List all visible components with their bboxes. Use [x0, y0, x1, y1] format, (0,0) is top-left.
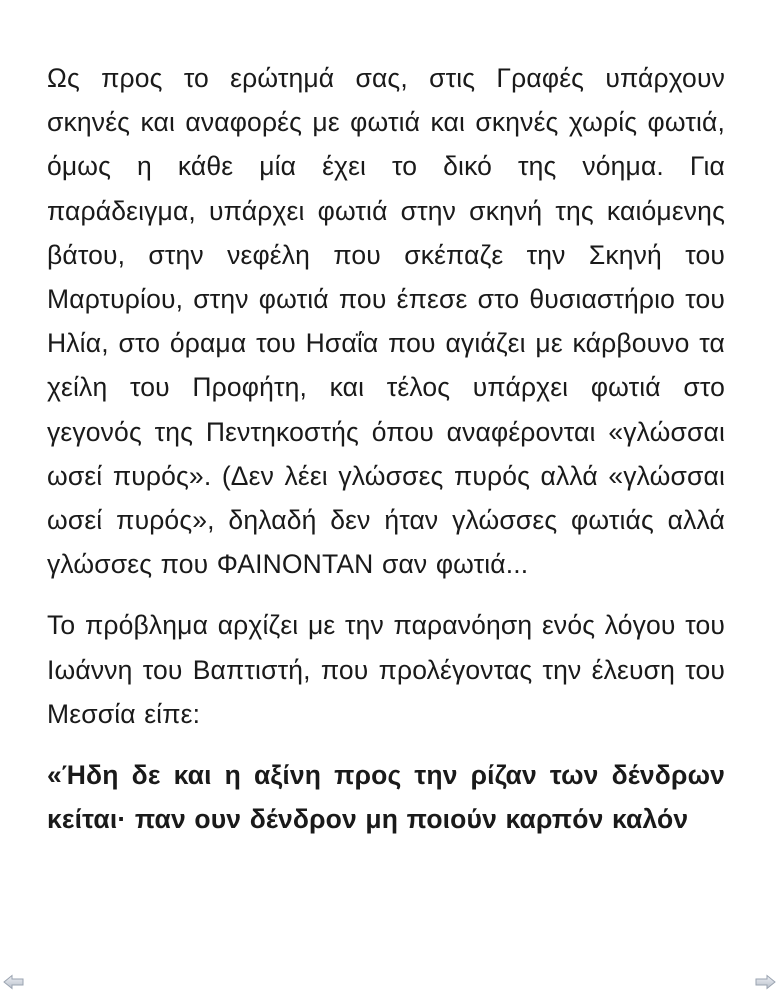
next-page-button[interactable] [754, 974, 776, 990]
previous-page-button[interactable] [3, 974, 25, 990]
arrow-left-icon [3, 974, 25, 990]
paragraph-fire-scenes: Ως προς το ερώτημά σας, στις Γραφές υπάρχουν σκηνές και αναφορές με φωτιά και σκηνές χωρίς φωτιά, όμως η κάθε μία έχει το δικό της νόημα. Για παράδειγμα, υπάρχει φωτιά στην σκηνή της καιόμενης βάτου, στην νεφέλη που σκέπαζε την Σκηνή του Μαρτυρίου, στην φωτιά που έπεσε στο θυσιαστήριο του Ηλία, στο όραμα του Ησαΐα που αγιάζει με κάρβουνο τα χείλη του Προφήτη, και τέλος υπάρχει φωτιά στο γεγονός της Πεντηκοστής όπου αναφέρονται «γλώσσαι ωσεί πυρός». (Δεν λέει γλώσσες πυρός αλλά «γλώσσαι ωσεί πυρός», δηλαδή δεν ήταν γλώσσες φωτιάς αλλά γλώσσες που ΦΑΙΝΟΝΤΑΝ σαν φωτιά... [47, 63, 725, 580]
paragraph-misunderstanding: Το πρόβλημα αρχίζει με την παρανόηση ενός λόγου του Ιωάννη του Βαπτιστή, που προλέγοντας την έλευση του Μεσσία είπε: [47, 610, 725, 729]
paragraph-quote: «Ήδη δε και η αξίνη προς την ρίζαν των δένδρων κείται· παν ουν δένδρον μη ποιούν καρπόν καλόν [47, 760, 725, 835]
arrow-right-icon [754, 974, 776, 990]
document-page [47, 56, 725, 841]
